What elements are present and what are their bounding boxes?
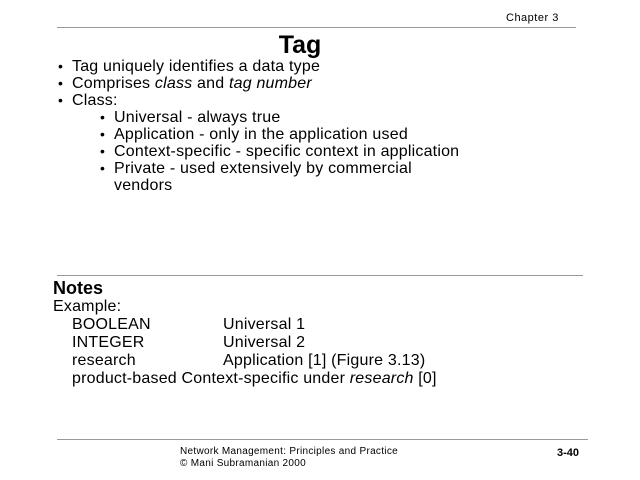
sub-bullet-item: • Universal - always true — [100, 109, 281, 126]
bullet-item: • Comprises class and tag number — [58, 75, 312, 92]
example-label: Example: — [53, 298, 122, 315]
footer-book-title: Network Management: Principles and Practice — [180, 446, 398, 457]
header-divider — [57, 27, 576, 28]
bullet-dot-icon: • — [100, 126, 106, 142]
notes-row: product-based Context-specific under research [0] — [72, 370, 437, 387]
sub-bullet-item: • Application - only in the application used — [100, 126, 408, 143]
notes-row: BOOLEAN Universal 1 — [72, 316, 306, 333]
bullet-dot-icon: • — [58, 92, 64, 108]
bullet-dot-icon: • — [100, 160, 106, 176]
notes-row: INTEGER Universal 2 — [72, 334, 306, 351]
bullet-dot-icon: • — [100, 109, 106, 125]
notes-row: research Application [1] (Figure 3.13) — [72, 352, 426, 369]
sub-bullet-continuation: vendors — [114, 177, 173, 194]
page-number: 3-40 — [557, 447, 580, 459]
notes-body — [53, 298, 437, 388]
bullet-dot-icon: • — [100, 143, 106, 159]
footer-credit — [180, 446, 398, 470]
sub-bullet-item: • Context-specific - specific context in application — [100, 143, 460, 160]
chapter-label: Chapter 3 — [506, 12, 559, 24]
bullet-item: • Tag uniquely identifies a data type — [58, 58, 321, 75]
bullet-list — [58, 58, 618, 194]
bullet-item: • Class: — [58, 92, 118, 109]
footer-copyright: © Mani Subramanian 2000 — [180, 458, 307, 469]
notes-heading: Notes — [53, 278, 104, 298]
slide-title: Tag — [278, 31, 322, 59]
bullet-dot-icon: • — [58, 58, 64, 74]
footer-divider — [57, 439, 588, 440]
notes-divider — [57, 275, 583, 276]
bullet-dot-icon: • — [58, 75, 64, 91]
sub-bullet-item: • Private - used extensively by commercial — [100, 160, 412, 177]
